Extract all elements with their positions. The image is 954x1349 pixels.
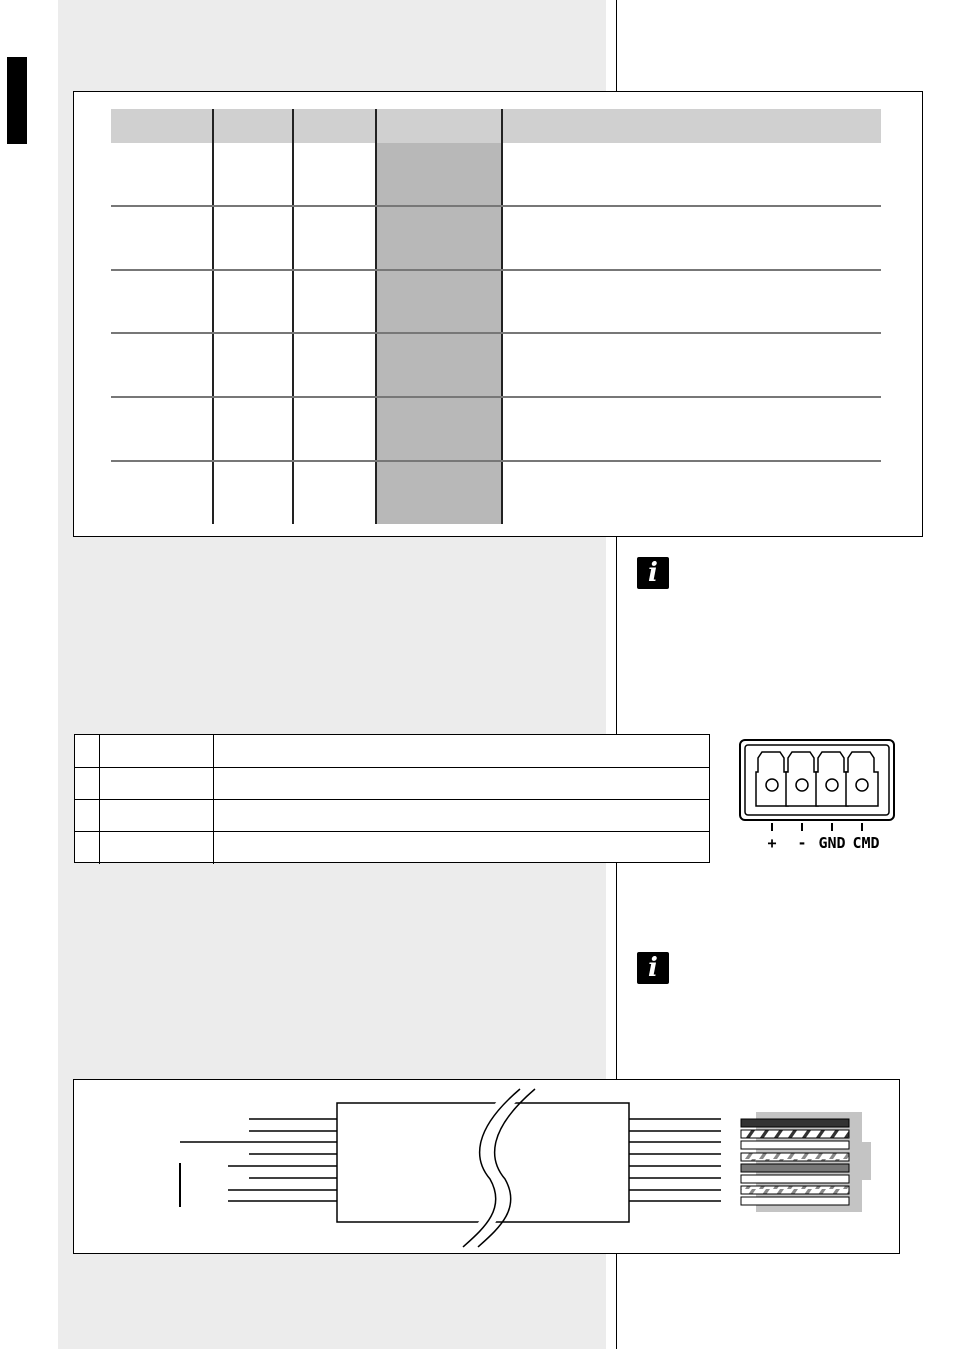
table-row-line	[111, 205, 881, 207]
table-header-cell-3	[294, 109, 375, 143]
pin-number-cell	[75, 735, 100, 767]
section-tab-marker	[7, 57, 27, 144]
pin-name-cell	[100, 800, 214, 832]
table-header-cell-1	[111, 109, 212, 143]
table-row	[75, 832, 709, 864]
info-icon: i	[637, 952, 669, 984]
rj45-plug	[741, 1112, 871, 1212]
terminal-label-gnd: GND	[818, 834, 846, 852]
table-row-line	[111, 460, 881, 462]
table-header-cell-2	[214, 109, 292, 143]
pin-description-cell	[214, 768, 709, 800]
table-row	[75, 768, 709, 800]
pin-name-cell	[100, 768, 214, 800]
table-row-line	[111, 269, 881, 271]
pin-description-cell	[214, 832, 709, 864]
right-wire-leads	[629, 1119, 721, 1201]
table-row	[75, 735, 709, 767]
pin-assignment-table	[74, 734, 710, 863]
pin-name-cell	[100, 832, 214, 864]
terminal-block-connector	[736, 736, 898, 832]
info-icon: i	[637, 557, 669, 589]
pin-name-cell	[100, 735, 214, 767]
left-wire-leads	[180, 1119, 337, 1201]
terminal-label-plus: +	[767, 834, 777, 852]
cable-wiring-diagram	[73, 1079, 900, 1254]
pin-number-cell	[75, 832, 100, 864]
table-header-cell-4	[377, 109, 501, 143]
table-row-line	[111, 396, 881, 398]
table-row	[75, 800, 709, 832]
terminal-label-minus: -	[797, 834, 807, 852]
pin-description-cell	[214, 735, 709, 767]
terminal-label-cmd: CMD	[852, 834, 880, 852]
table-row-line	[111, 332, 881, 334]
pin-number-cell	[75, 768, 100, 800]
table-header-cell-5	[503, 109, 881, 143]
pin-number-cell	[75, 800, 100, 832]
pin-description-cell	[214, 800, 709, 832]
